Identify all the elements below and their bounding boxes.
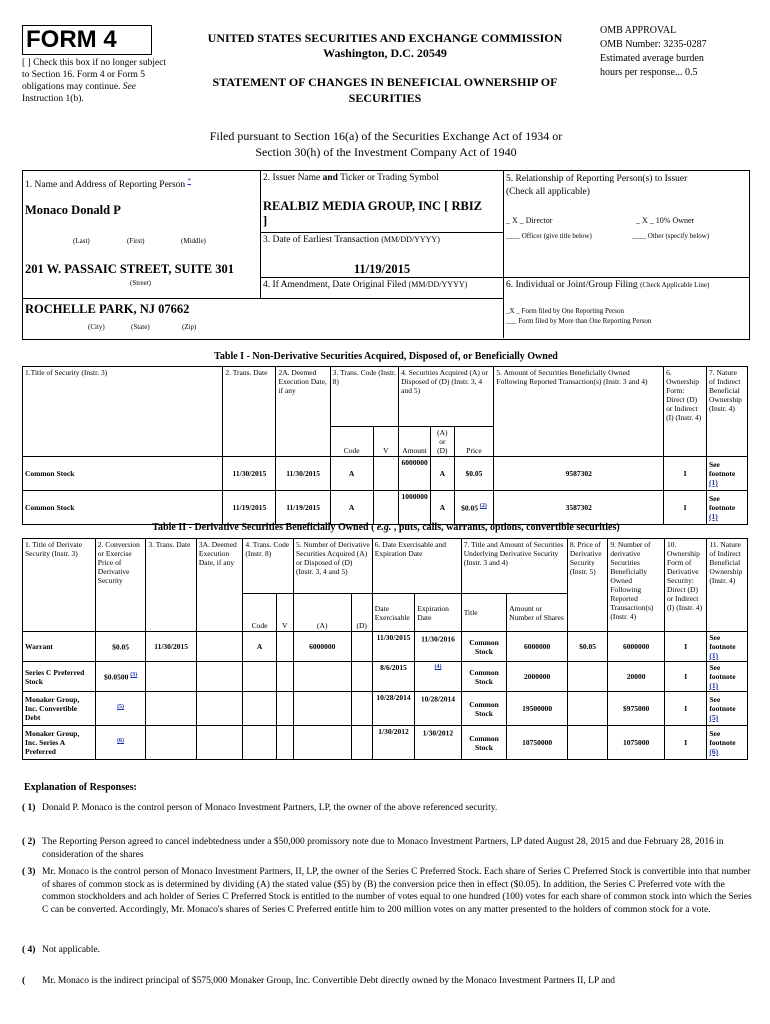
amendment-label: 4. If Amendment, Date Original Filed (MM/DD/YYYY)	[263, 280, 468, 290]
t2-h-exercisable: 6. Date Exercisable and Expiration Date	[372, 539, 461, 594]
omb-hours: hours per response... 0.5	[600, 67, 698, 78]
footnote-text: Mr. Monaco is the indirect principal of $575,000 Monaker Group, Inc. Convertible Debt directly owned by the Monaco Investment Partners II, LP and	[42, 976, 615, 986]
state-label: (State)	[131, 323, 150, 331]
t1-h-code-sub: Code	[330, 427, 373, 457]
zip-label: (Zip)	[182, 323, 197, 331]
footnote-link[interactable]: (6)	[117, 738, 125, 745]
agency-location: Washington, D.C. 20549	[323, 46, 447, 60]
table2-title: Table II - Derivative Securities Beneficially Owned ( e.g. , puts, calls, warrants, options, convertible securities)	[152, 522, 620, 533]
filed-pursuant: Filed pursuant to Section 16(a) of the Securities Exchange Act of 1934 or Section 30(h) of the Investment Company Act of 1940	[209, 129, 563, 159]
reporting-city: ROCHELLE PARK, NJ 07662	[25, 302, 190, 316]
city-label: (City)	[88, 323, 105, 331]
checkbox-note: [ ] Check this box if no longer subject to Section 16. Form 4 or Form 5 obligations may continue. See Instruction 1(b).	[22, 58, 167, 104]
t1-h-title: 1.Title of Security (Instr. 3)	[23, 367, 223, 457]
earliest-transaction-date: 11/19/2015	[353, 262, 411, 276]
footnote-text: Mr. Monaco is the control person of Monaco Investment Partners, II, LP, the owner of the Series C Preferred Stock. Each share of Series C Preferred Stock is convertible into that number of shares of common stock as is determined by dividing (A) the stated value ($5) by (B) the conversion price then in effect ($0.05). In addition, the Series C Preferred vote with the common stockholders and ach holder of Series C Preferred Stock is entitled to the number of votes equal to one hundred (100) votes for each share of common stock into which the Series C can be converted. Accordingly, Mr. Monaco's shares of Series C Preferred entitle him to 200 million votes on any matter presented to the holders of common stock for a vote.	[42, 867, 752, 915]
t2-h-nature: 11. Nature of Indirect Beneficial Ownership (Instr. 4)	[707, 539, 748, 632]
table-row: Monaker Group, Inc. Series A Preferred $^{(6)}$ 1/30/2012 1/30/2012 Common Stock 10750000 1075000 I See footnote (6)	[23, 726, 748, 760]
footnote-link[interactable]: (1)	[709, 478, 718, 487]
t2-h-number: 5. Number of Derivative Securities Acquired (A) or Disposed of (D) (Instr. 3, 4 and 5)	[293, 539, 372, 594]
box1-label: 1. Name and Address of Reporting Person *	[25, 177, 192, 191]
t2-h-conversion: 2. Conversion or Exercise Price of Derivative Security	[95, 539, 146, 632]
footnote-link[interactable]: (4)	[434, 664, 442, 670]
t2-h-underlying: 7. Title and Amount of Securities Underlying Derivative Security (Instr. 3 and 4)	[461, 539, 567, 594]
t2-h-code: 4. Trans. Code (Instr. 8)	[243, 539, 294, 594]
footnote-link[interactable]: (2)	[479, 503, 487, 510]
footnote-text: Donald P. Monaco is the control person of Monaco Investment Partners, LP, the owner of the above referenced security.	[42, 803, 498, 813]
table1-title: Table I - Non-Derivative Securities Acquired, Disposed of, or Beneficially Owned	[214, 351, 558, 362]
filing-label: 6. Individual or Joint/Group Filing (Check Applicable Line)	[506, 280, 710, 290]
omb-title: OMB APPROVAL	[600, 25, 677, 36]
omb-burden: Estimated average burden	[600, 53, 704, 64]
name-first-label: (First)	[127, 237, 145, 245]
t1-h-code: 3. Trans. Code (Instr. 8)	[330, 367, 398, 427]
reporting-street: 201 W. PASSAIC STREET, SUITE 301	[25, 262, 234, 276]
footnote-link[interactable]: (1)	[709, 651, 719, 660]
footnote-text: Not applicable.	[42, 945, 101, 955]
earliest-transaction-label: 3. Date of Earliest Transaction (MM/DD/YYYY)	[263, 235, 440, 245]
t2-h-owned: 9. Number of derivative Securities Beneficially Owned Following Reported Transaction(s) (Instr. 4)	[608, 539, 665, 632]
table-row: Common Stock 11/30/2015 11/30/2015 A 6000000 A $0.05 9587302 I See footnote (1)	[23, 457, 748, 491]
footnote-number: ( 3)	[22, 867, 36, 877]
t1-h-owned: 5. Amount of Securities Beneficially Owned Following Reported Transaction(s) (Instr. 3 and 4)	[494, 367, 664, 457]
ten-percent-owner-check[interactable]: _ X _ 10% Owner	[636, 216, 695, 225]
t1-h-v: V	[373, 427, 399, 457]
issuer-label: 2. Issuer Name and Ticker or Trading Symbol	[263, 173, 439, 183]
t2-h-deemed: 3A. Deemed Execution Date, if any	[196, 539, 243, 632]
explanation-title: Explanation of Responses:	[24, 782, 137, 793]
footnote-link[interactable]: (1)	[709, 512, 718, 521]
agency-name: UNITED STATES SECURITIES AND EXCHANGE COMMISSION	[207, 31, 563, 45]
table-row: Common Stock 11/19/2015 11/19/2015 A 1000000 A $0.05 $^{(2)}$ 3587302 I See footnote (1)	[23, 491, 748, 525]
name-last-label: (Last)	[73, 237, 90, 245]
filed-one-person[interactable]: _X _ Form filed by One Reporting Person	[506, 307, 625, 315]
director-check[interactable]: _ X _ Director	[506, 216, 553, 225]
footnote-link[interactable]: (3)	[130, 672, 138, 679]
t1-h-deemed: 2A. Deemed Execution Date, if any	[276, 367, 330, 457]
statement-title: STATEMENT OF CHANGES IN BENEFICIAL OWNERSHIP OF SECURITIES	[212, 75, 558, 105]
reporting-person-name: Monaco Donald P	[25, 203, 121, 217]
footnote-text: The Reporting Person agreed to cancel indebtedness under a $50,000 promissory note due to Monaco Investment Partners, LP dated August 28, 2015 and due February 28, 2016 in consideration of the shares	[42, 837, 724, 860]
filed-multiple-persons[interactable]: ___ Form filed by More than One Reporting Person	[506, 317, 652, 325]
table-row: Warrant $0.05 11/30/2015 A 6000000 11/30/2015 11/30/2016 Common Stock 6000000 $0.05 6000000 I See footnote (1)	[23, 632, 748, 662]
t1-h-acquired: 4. Securities Acquired (A) or Disposed of (D) (Instr. 3, 4 and 5)	[399, 367, 494, 427]
name-middle-label: (Middle)	[181, 237, 206, 245]
footnote-link[interactable]: (5)	[117, 704, 125, 711]
footnote-number: ( 1)	[22, 803, 36, 813]
table-row: Monaker Group, Inc. Convertible Debt $^{(5)}$ 10/28/2014 10/28/2014 Common Stock 19500000 $975000 I See footnote (5)	[23, 692, 748, 726]
t1-h-amount: Amount	[399, 427, 431, 457]
table1	[22, 366, 748, 525]
footnote-number: ( 4)	[22, 945, 36, 955]
t2-h-price: 8. Price of Derivative Security (Instr. 5)	[567, 539, 607, 632]
table-row: Series C Preferred Stock $0.0500 $^{(3)}$ 8/6/2015 $^{(4)}$ Common Stock 2000000 20000 I See footnote (1)	[23, 662, 748, 692]
table2: 1. Title of Derivate Security (Instr. 3) 2. Conversion or Exercise Price of Derivative Security 3. Trans. Date 3A. Deemed Execution Date, if any 4. Trans. Code (Instr. 8) 5. Number of Derivative Securities Acquired (A) or Disposed of (D) (Instr. 3, 4 and 5) 6. Date Exercisable and Expiration Date 7. Title and Amount of Securities Underlying Derivative Security (Instr. 3 and 4) 8. Price of Derivative Security (Instr. 5) 9. Number of derivative Securities Beneficially Owned Following Reported Transaction(s) (Instr. 4) 10. Ownership Form of Derivative Security: Direct (D) or Indirect (I) (Instr. 4) 11. Nature of Indirect Beneficial Ownership (Instr. 4) Code V (A) (D) Date Exercisable Expiration Date Title Amount or Number of Shares Warrant $0.05 11/30/2015 A 6000000 11/30/2015 11/30/2016 Common Stock 6000000 $0.05 6000000 I See footnote (1) Series C Preferred Stock $0.0500 $^{(3)}$ 8/6/2015 $^{(4)}$ Common Stock 2000000 20000 I See footnote (1) Monaker Group, Inc. Convertible Debt $^{(5)}$ 10/28/2014 10/28/2014 Common Stock 19500000 $975000 I See footnote (5) Monaker Group, Inc. Series A Preferred $^{(6)}$ 1/30/2012 1/30/2012 Common Stock 10750000 1075000 I See footnote (6)	[22, 538, 748, 760]
footnote-link[interactable]: (6)	[709, 747, 719, 756]
street-label: (Street)	[130, 279, 151, 287]
form-title: FORM 4	[26, 26, 117, 53]
t2-h-date: 3. Trans. Date	[146, 539, 197, 632]
t2-h-form: 10. Ownership Form of Derivative Security: Direct (D) or Indirect (I) (Instr. 4)	[664, 539, 706, 632]
relationship-label: 5. Relationship of Reporting Person(s) to Issuer (Check all applicable)	[506, 174, 688, 197]
omb-box	[600, 24, 750, 80]
t1-h-nature: 7. Nature of Indirect Beneficial Ownership (Instr. 4)	[707, 367, 748, 457]
footnote-link[interactable]: (5)	[709, 713, 719, 722]
issuer-name: REALBIZ MEDIA GROUP, INC [ RBIZ ]	[263, 199, 483, 228]
t1-h-price: Price	[454, 427, 494, 457]
t1-h-form: 6. Ownership Form: Direct (D) or Indirect (I) (Instr. 4)	[664, 367, 707, 457]
omb-number: OMB Number: 3235-0287	[600, 39, 707, 50]
form-title-box	[22, 25, 152, 55]
t1-h-aord: (A) or (D)	[431, 427, 455, 457]
t2-h-title: 1. Title of Derivate Security (Instr. 3)	[23, 539, 96, 632]
officer-check[interactable]: ____ Officer (give title below)	[506, 232, 592, 240]
footnote-link[interactable]: (1)	[709, 681, 719, 690]
t1-h-date: 2. Trans. Date	[223, 367, 276, 457]
other-check[interactable]: ____ Other (specify below)	[632, 232, 710, 240]
footnote-number: ( 2)	[22, 837, 36, 847]
footnote-number: (	[22, 976, 26, 986]
